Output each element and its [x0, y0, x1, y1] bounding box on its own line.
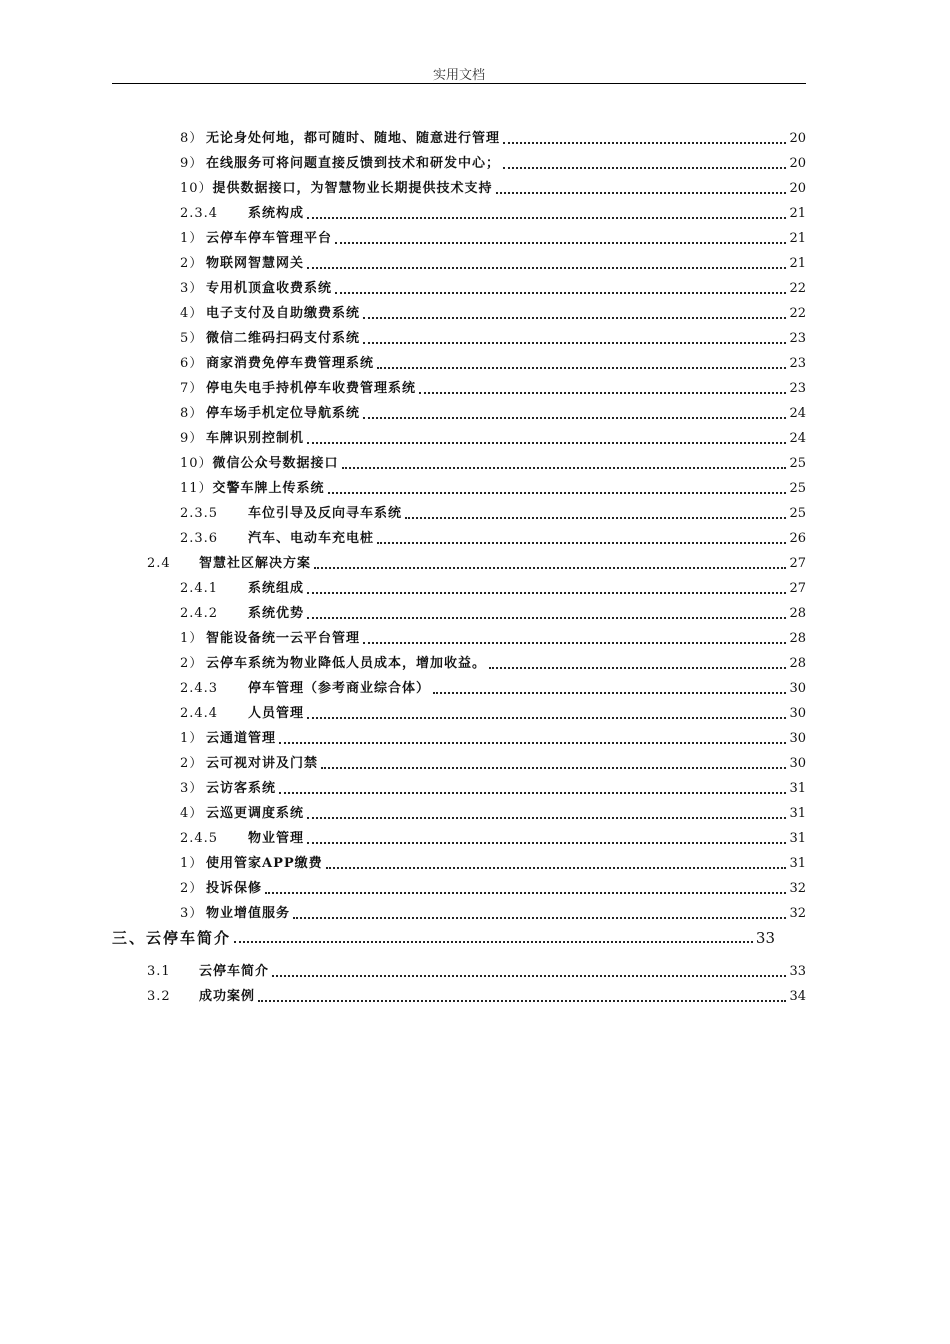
toc-entry-title: 云停车系统为物业降低人员成本，增加收益。: [206, 656, 487, 671]
dot-leader: [258, 1000, 786, 1002]
toc-entry-page-number: 24: [789, 406, 806, 421]
toc-entry-number: 8）: [180, 406, 204, 421]
toc-entry-number: 6）: [180, 356, 204, 371]
toc-entry-page-number: 25: [789, 456, 806, 471]
toc-entry-page-number: 28: [789, 606, 806, 621]
dot-leader: [326, 867, 787, 869]
toc-entry[interactable]: [147, 552, 806, 572]
dot-leader: [496, 192, 787, 194]
toc-entry[interactable]: [180, 177, 806, 197]
toc-entry-title: 系统优势: [248, 606, 305, 621]
toc-entry-title: 商家消费免停车费管理系统: [206, 356, 375, 371]
toc-entry[interactable]: [180, 202, 806, 222]
toc-entry-number: 10）: [180, 456, 213, 471]
toc-entry-title: 智能设备统一云平台管理: [206, 631, 361, 646]
toc-entry-page-number: 34: [789, 989, 806, 1004]
toc-entry-page-number: 25: [789, 481, 806, 496]
dot-leader: [307, 617, 786, 619]
toc-entry-number: 2.3.5: [180, 506, 219, 521]
toc-entry-number: 4）: [180, 306, 204, 321]
dot-leader: [377, 367, 786, 369]
toc-entry[interactable]: [180, 152, 806, 172]
toc-entry-number: 1）: [180, 856, 204, 871]
dot-leader: [279, 742, 786, 744]
toc-entry[interactable]: [180, 502, 806, 522]
toc-entry[interactable]: [180, 427, 806, 447]
dot-leader: [342, 467, 787, 469]
toc-entry-title: 云通道管理: [206, 731, 277, 746]
toc-entry[interactable]: [180, 127, 806, 147]
toc-entry-title: 电子支付及自助缴费系统: [206, 306, 361, 321]
toc-entry-page-number: 31: [789, 831, 806, 846]
toc-entry[interactable]: [180, 877, 806, 897]
toc-entry-title: 停车场手机定位导航系统: [206, 406, 361, 421]
toc-entry-number: 3）: [180, 281, 204, 296]
toc-entry[interactable]: [180, 452, 806, 472]
toc-entry-page-number: 20: [789, 181, 806, 196]
toc-entry[interactable]: [180, 352, 806, 372]
toc-entry-title: 车牌识别控制机: [206, 431, 305, 446]
toc-entry[interactable]: [180, 727, 806, 747]
toc-entry-number: 2.3.4: [180, 206, 219, 221]
toc-entry-title: 人员管理: [248, 706, 305, 721]
toc-entry-page-number: 32: [789, 881, 806, 896]
toc-entry[interactable]: [147, 960, 806, 980]
toc-entry-title: 云可视对讲及门禁: [206, 756, 319, 771]
toc-entry-title: 系统构成: [248, 206, 305, 221]
toc-entry-number: 2.3.6: [180, 531, 219, 546]
dot-leader: [279, 792, 786, 794]
toc-entry-page-number: 20: [789, 131, 806, 146]
dot-leader: [328, 492, 787, 494]
toc-entry[interactable]: [180, 902, 806, 922]
toc-entry[interactable]: [180, 602, 806, 622]
toc-entry[interactable]: [112, 926, 775, 946]
toc-entry-title: 云巡更调度系统: [206, 806, 305, 821]
dot-leader: [377, 542, 786, 544]
toc-entry-page-number: 22: [789, 281, 806, 296]
toc-entry-title: 智慧社区解决方案: [199, 556, 312, 571]
toc-entry-number: 8）: [180, 131, 204, 146]
toc-entry-number: 2.4.3: [180, 681, 219, 696]
toc-entry-title: 物业管理: [248, 831, 305, 846]
dot-leader: [307, 717, 786, 719]
dot-leader: [363, 642, 786, 644]
toc-entry[interactable]: [180, 802, 806, 822]
toc-entry-title: 汽车、电动车充电桩: [248, 531, 375, 546]
toc-entry-number: 9）: [180, 431, 204, 446]
dot-leader: [293, 917, 786, 919]
toc-entry-number: 10）: [180, 181, 213, 196]
toc-entry[interactable]: [180, 752, 806, 772]
toc-entry-page-number: 32: [789, 906, 806, 921]
toc-entry[interactable]: [180, 827, 806, 847]
toc-entry-page-number: 30: [789, 681, 806, 696]
toc-entry-page-number: 21: [789, 256, 806, 271]
dot-leader: [307, 592, 786, 594]
toc-entry-page-number: 31: [789, 806, 806, 821]
toc-entry[interactable]: [180, 477, 806, 497]
toc-entry-number: 2.4.1: [180, 581, 219, 596]
toc-entry-title: 云访客系统: [206, 781, 277, 796]
dot-leader: [234, 941, 753, 943]
toc-entry-page-number: 21: [789, 231, 806, 246]
toc-entry[interactable]: [180, 702, 806, 722]
toc-entry-page-number: 22: [789, 306, 806, 321]
dot-leader: [335, 242, 786, 244]
toc-entry-page-number: 30: [789, 706, 806, 721]
dot-leader: [307, 442, 786, 444]
dot-leader: [433, 692, 786, 694]
toc-entry-page-number: 30: [789, 756, 806, 771]
toc-entry-title: 物业增值服务: [206, 906, 291, 921]
toc-entry[interactable]: [180, 327, 806, 347]
toc-entry[interactable]: [180, 777, 806, 797]
toc-entry-title: 投诉保修: [206, 881, 263, 896]
dot-leader: [321, 767, 786, 769]
toc-entry-number: 1）: [180, 631, 204, 646]
toc-entry-page-number: 23: [789, 381, 806, 396]
dot-leader: [405, 517, 786, 519]
toc-entry-page-number: 26: [789, 531, 806, 546]
toc-entry-number: 2）: [180, 256, 204, 271]
toc-entry-title: 微信二维码扫码支付系统: [206, 331, 361, 346]
toc-entry-page-number: 31: [789, 856, 806, 871]
toc-entry[interactable]: [180, 402, 806, 422]
toc-entry-number: 2）: [180, 881, 204, 896]
dot-leader: [265, 892, 786, 894]
toc-entry-title: 无论身处何地，都可随时、随地、随意进行管理: [206, 131, 501, 146]
toc-entry[interactable]: [180, 252, 806, 272]
toc-entry-number: 2）: [180, 656, 204, 671]
toc-entry-title: 物联网智慧网关: [206, 256, 305, 271]
toc-entry-title: 提供数据接口，为智慧物业长期提供技术支持: [212, 181, 493, 196]
toc-entry-number: 11）: [180, 481, 213, 496]
page-header: 实用文档: [432, 68, 485, 83]
toc-entry-title: 使用管家APP缴费: [206, 856, 323, 871]
dot-leader: [307, 267, 786, 269]
toc-entry-number: 7）: [180, 381, 204, 396]
toc-entry-page-number: 21: [789, 206, 806, 221]
dot-leader: [489, 667, 786, 669]
toc-entry-page-number: 33: [755, 929, 775, 947]
toc-entry-page-number: 27: [789, 556, 806, 571]
toc-entry[interactable]: [180, 652, 806, 672]
toc-entry[interactable]: [180, 852, 806, 872]
toc-entry-title: 在线服务可将问题直接反馈到技术和研发中心；: [206, 156, 501, 171]
toc-entry-title: 车位引导及反向寻车系统: [248, 506, 403, 521]
toc-entry[interactable]: [147, 985, 806, 1005]
toc-entry-page-number: 33: [789, 964, 806, 979]
toc-entry-number: 2.4.2: [180, 606, 219, 621]
dot-leader: [363, 317, 786, 319]
toc-entry-number: 2.4.5: [180, 831, 219, 846]
toc-entry-title: 微信公众号数据接口: [212, 456, 339, 471]
toc-entry-number: 1）: [180, 731, 204, 746]
toc-entry-number: 3.2: [147, 989, 171, 1004]
toc-entry[interactable]: [180, 277, 806, 297]
toc-entry-number: 2.4.4: [180, 706, 219, 721]
toc-entry[interactable]: [180, 677, 806, 697]
toc-entry-number: 5）: [180, 331, 204, 346]
dot-leader: [272, 975, 786, 977]
toc-entry-page-number: 20: [789, 156, 806, 171]
dot-leader: [503, 167, 786, 169]
dot-leader: [419, 392, 786, 394]
toc-entry[interactable]: [180, 627, 806, 647]
toc-entry-page-number: 24: [789, 431, 806, 446]
toc-entry-title: 交警车牌上传系统: [212, 481, 325, 496]
dot-leader: [307, 842, 786, 844]
dot-leader: [307, 817, 786, 819]
toc-entry-number: 1）: [180, 231, 204, 246]
toc-entry-page-number: 23: [789, 356, 806, 371]
toc-entry-number: 4）: [180, 806, 204, 821]
toc-entry-page-number: 30: [789, 731, 806, 746]
toc-entry-number: 3.1: [147, 964, 171, 979]
toc-entry-title: 系统组成: [248, 581, 305, 596]
toc-entry[interactable]: [180, 577, 806, 597]
dot-leader: [307, 217, 786, 219]
toc-entry-number: 2）: [180, 756, 204, 771]
toc-entry-page-number: 25: [789, 506, 806, 521]
toc-entry-number: 3）: [180, 781, 204, 796]
toc-entry-page-number: 23: [789, 331, 806, 346]
toc-entry-page-number: 27: [789, 581, 806, 596]
dot-leader: [314, 567, 786, 569]
dot-leader: [363, 342, 786, 344]
toc-entry-title: 停电失电手持机停车收费管理系统: [206, 381, 417, 396]
toc-entry-title: 三、云停车简介: [112, 929, 232, 947]
toc-entry-title: 停车管理（参考商业综合体）: [248, 681, 431, 696]
dot-leader: [363, 417, 786, 419]
dot-leader: [503, 142, 786, 144]
toc-entry-title: 专用机顶盒收费系统: [206, 281, 333, 296]
toc-entry-number: 3）: [180, 906, 204, 921]
toc-entry[interactable]: [180, 527, 806, 547]
toc-entry-page-number: 31: [789, 781, 806, 796]
toc-entry[interactable]: [180, 377, 806, 397]
toc-entry-title: 成功案例: [199, 989, 256, 1004]
toc-entry[interactable]: [180, 227, 806, 247]
toc-entry-number: 9）: [180, 156, 204, 171]
dot-leader: [335, 292, 786, 294]
toc-entry-page-number: 28: [789, 656, 806, 671]
toc-entry-number: 2.4: [147, 556, 171, 571]
toc-entry-title: 云停车简介: [199, 964, 270, 979]
toc-entry[interactable]: [180, 302, 806, 322]
toc-entry-title: 云停车停车管理平台: [206, 231, 333, 246]
toc-entry-page-number: 28: [789, 631, 806, 646]
